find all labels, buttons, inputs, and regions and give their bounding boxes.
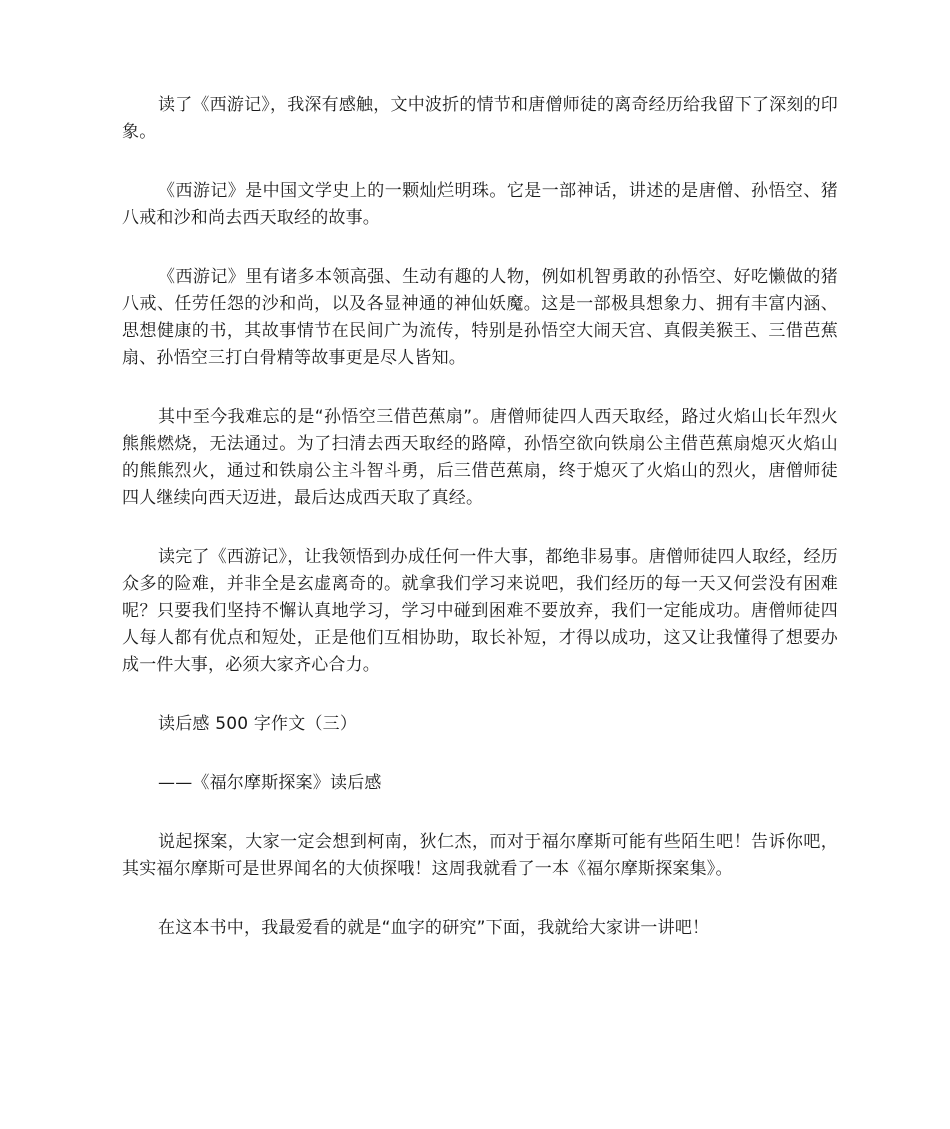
paragraph-sherlock-intro: 说起探案，大家一定会想到柯南，狄仁杰，而对于福尔摩斯可能有些陌生吧！告诉你吧，其实福尔摩斯可是世界闻名的大侦探哦！这周我就看了一本《福尔摩斯探案集》。 (122, 832, 838, 879)
paragraph-intro: 读了《西游记》，我深有感触，文中波折的情节和唐僧师徒的离奇经历给我留下了深刻的印象。 (122, 95, 838, 142)
section-subtitle: ——《福尔摩斯探案》读后感 (158, 773, 382, 793)
document-body (122, 92, 838, 974)
paragraph-favorite-story: 其中至今我难忘的是“孙悟空三借芭蕉扇”。唐僧师徒四人西天取经，路过火焰山长年烈火熊熊燃烧，无法通过。为了扫清去西天取经的路障，孙悟空欲向铁扇公主借芭蕉扇熄灭火焰山的熊熊烈火，通过和铁扇公主斗智斗勇，后三借芭蕉扇，终于熄灭了火焰山的烈火，唐僧师徒四人继续向西天迈进，最后达成西天取了真经。 (122, 407, 838, 508)
paragraph-sherlock-favorite: 在这本书中，我最爱看的就是“血字的研究”下面，我就给大家讲一讲吧！ (158, 918, 710, 938)
paragraph-summary: 《西游记》是中国文学史上的一颗灿烂明珠。它是一部神话，讲述的是唐僧、孙悟空、猪八戒和沙和尚去西天取经的故事。 (122, 181, 838, 228)
paragraph-reflection: 读完了《西游记》，让我领悟到办成任何一件大事，都绝非易事。唐僧师徒四人取经，经历众多的险难，并非全是玄虚离奇的。就拿我们学习来说吧，我们经历的每一天又何尝没有困难呢？只要我们坚持不懈认真地学习，学习中碰到困难不要放弃，我们一定能成功。唐僧师徒四人每人都有优点和短处，正是他们互相协助，取长补短，才得以成功，这又让我懂得了想要办成一件大事，必须大家齐心合力。 (122, 547, 838, 675)
paragraph-characters: 《西游记》里有诸多本领高强、生动有趣的人物，例如机智勇敢的孙悟空、好吃懒做的猪八戒、任劳任怨的沙和尚，以及各显神通的神仙妖魔。这是一部极具想象力、拥有丰富内涵、思想健康的书，其故事情节在民间广为流传，特别是孙悟空大闹天宫、真假美猴王、三借芭蕉扇、孙悟空三打白骨精等故事更是尽人皆知。 (122, 267, 838, 368)
section-heading: 读后感 500 字作文（三） (158, 714, 358, 734)
